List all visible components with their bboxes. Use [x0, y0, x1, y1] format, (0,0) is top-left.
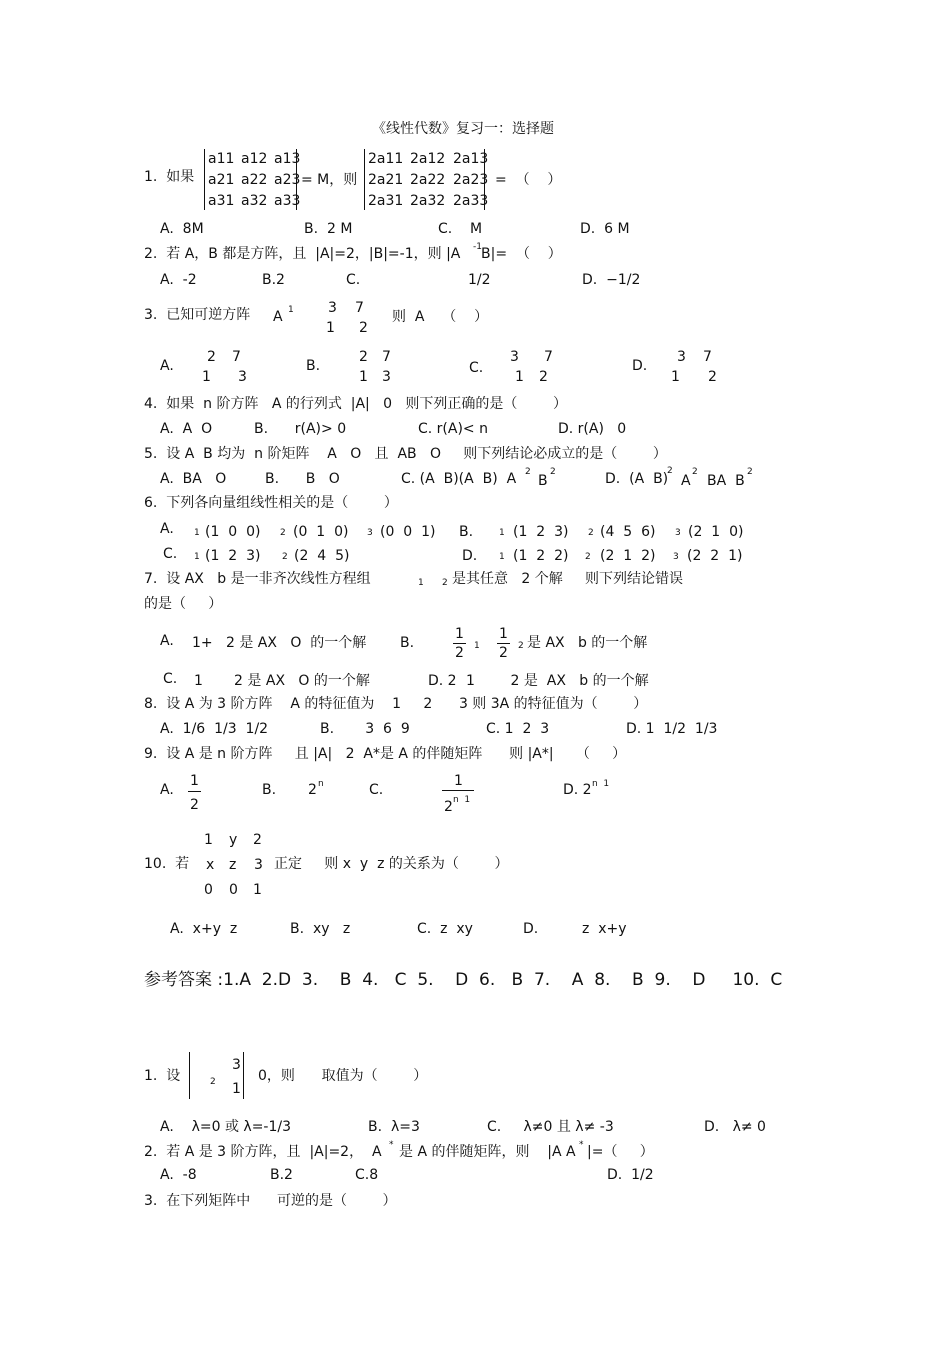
q9-a-frac-den: 2 — [190, 797, 199, 813]
q1-option-a: A. 8M — [160, 221, 204, 237]
q7-b-frac-den: 2 — [499, 645, 508, 661]
p2-q1-text: 0，则 取值为（ ） — [258, 1068, 428, 1084]
fraction-bar — [453, 643, 466, 644]
q3-matrix-entry: 7 — [355, 300, 364, 316]
q9-text: 9. 设 A 是 n 阶方阵 且 |A| 2 A*是 A 的伴随矩阵 则 |A*| （ ） — [144, 746, 627, 762]
q10-matrix-entry: 1 — [253, 882, 262, 898]
q6-c-sub: 1 — [194, 552, 200, 562]
q7-b-frac-num: 1 — [455, 626, 464, 642]
q2-option-b: B.2 — [262, 272, 285, 288]
det2-entry: 2a22 — [410, 172, 446, 188]
q10-prefix: 10. 若 — [144, 856, 190, 872]
q3-option-b: B. — [306, 358, 321, 374]
p2-q2-option-c: C.8 — [355, 1167, 379, 1183]
q3-option-d: D. — [632, 358, 648, 374]
q7-option-a: A. — [160, 633, 174, 649]
q7-b-sub: 2 — [518, 641, 524, 651]
fraction-bar — [442, 790, 474, 791]
det1-entry: a31 — [208, 193, 235, 209]
p2-q1-matrix-entry: 3 — [232, 1057, 241, 1073]
p2-q1-matrix-entry: 1 — [232, 1081, 241, 1097]
q1-option-b: B. 2 M — [304, 221, 353, 237]
q9-option-b-text: 2 — [308, 782, 317, 798]
q6-c-sub: 2 — [282, 552, 288, 562]
q6-c-vec: (1 2 3) — [205, 548, 261, 564]
q6-b-vec: (2 1 0) — [688, 524, 744, 540]
q7-option-d-text: 1 2 是 AX b 的一个解 — [466, 673, 649, 689]
q7-option-b-text: 是 AX b 的一个解 — [527, 635, 648, 651]
q8-option-d: D. 1 1/2 1/3 — [626, 721, 718, 737]
q6-option-a: A. — [160, 521, 174, 537]
q5-text: 5. 设 A B 均为 n 阶矩阵 A O 且 AB O 则下列结论必成立的是（ ） — [144, 446, 667, 462]
q9-c-sup: n 1 — [453, 795, 471, 805]
q1-suffix: = （ ） — [495, 172, 562, 188]
fraction-bar — [188, 791, 201, 792]
q1-option-d: D. 6 M — [580, 221, 630, 237]
q3-opt-d-entry: 1 — [671, 369, 680, 385]
q7-sub: 2 — [442, 578, 448, 588]
q5-sup: 2 — [550, 467, 556, 477]
q1-option-c: C. M — [438, 221, 483, 237]
q10-option-c: C. z xy — [417, 921, 473, 937]
q2-sup: -1 — [473, 242, 482, 252]
q1-mid: = M，则 — [301, 172, 358, 188]
q5-option-d: D. (A B) — [605, 471, 669, 487]
q9-c-frac-den: 2 — [444, 799, 453, 815]
q5-option-b: B. B O — [265, 471, 340, 487]
q10-option-a: A. x+y z — [170, 921, 238, 937]
q8-option-a: A. 1/6 1/3 1/2 — [160, 721, 269, 737]
q10-matrix-entry: z — [229, 857, 237, 873]
q7-option-c: C. — [163, 671, 178, 687]
q9-b-sup: n — [318, 779, 324, 789]
q6-d-vec: (2 1 2) — [600, 548, 656, 564]
q9-option-d: D. 2 — [563, 782, 592, 798]
p2-q2-option-d: D. 1/2 — [607, 1167, 654, 1183]
det2-left-bar — [364, 149, 365, 210]
q10-option-b: B. xy z — [290, 921, 351, 937]
q2-text: 2. 若 A，B 都是方阵，且 |A|=2，|B|=-1，则 |A — [144, 246, 461, 262]
p2-q1-option-a: A. λ=0 或 λ=-1/3 — [160, 1119, 292, 1135]
page-title: 《线性代数》复习一：选择题 — [372, 121, 554, 137]
q9-option-a: A. — [160, 782, 174, 798]
q3-opt-a-entry: 7 — [232, 349, 241, 365]
q3-opt-d-entry: 3 — [677, 349, 686, 365]
q4-option-b: B. r(A)> 0 — [254, 421, 347, 437]
q3-opt-b-entry: 1 — [359, 369, 368, 385]
q9-option-c: C. — [369, 782, 384, 798]
q2-option-c: C. — [346, 272, 361, 288]
p2-q2-option-a: A. -8 — [160, 1167, 197, 1183]
det1-entry: a23 — [274, 172, 301, 188]
q4-option-d: D. r(A) 0 — [558, 421, 627, 437]
q10-matrix-entry: x — [206, 857, 215, 873]
q6-a-sub: 2 — [280, 528, 286, 538]
q3-opt-c-entry: 7 — [544, 349, 553, 365]
p2-q1-option-c: C. λ≠0 且 λ≠ -3 — [487, 1119, 614, 1135]
q6-text: 6. 下列各向量组线性相关的是（ ） — [144, 495, 398, 511]
q5-option-d-a: A — [681, 473, 691, 489]
q10-option-d-value: z x+y — [582, 921, 627, 937]
det1-entry: a33 — [274, 193, 301, 209]
q5-sup: 2 — [667, 466, 673, 476]
q9-d-sup: n 1 — [592, 779, 610, 789]
p2-q2-text2: 是 A 的伴随矩阵，则 |A A — [399, 1144, 576, 1160]
q6-d-vec: (2 2 1) — [687, 548, 743, 564]
det1-entry: a21 — [208, 172, 235, 188]
q3-sup: 1 — [288, 305, 294, 315]
fraction-bar — [497, 643, 510, 644]
q8-option-c: C. 1 2 3 — [486, 721, 550, 737]
q6-a-vec: (1 0 0) — [205, 524, 261, 540]
p2-q2-sup: * — [579, 1140, 584, 1150]
q6-a-vec: (0 0 1) — [380, 524, 436, 540]
det1-entry: a11 — [208, 151, 235, 167]
q6-d-sub: 1 — [499, 552, 505, 562]
q7-option-d: D. 2 — [428, 673, 457, 689]
q6-a-sub: 3 — [367, 528, 373, 538]
q6-b-sub: 3 — [675, 528, 681, 538]
det2-entry: 2a23 — [453, 172, 489, 188]
q7-text: 7. 设 AX b 是一非齐次线性方程组 — [144, 571, 371, 587]
p2-q2-sup: * — [389, 1140, 394, 1150]
q1-prefix: 1. 如果 — [144, 169, 195, 185]
q6-d-vec: (1 2 2) — [513, 548, 569, 564]
q7-b-frac-num: 1 — [499, 626, 508, 642]
det1-entry: a13 — [274, 151, 301, 167]
q3-opt-a-entry: 2 — [207, 349, 216, 365]
q2-option-c-value: 1/2 — [468, 272, 491, 288]
q3-opt-b-entry: 7 — [382, 349, 391, 365]
q3-text: 3. 已知可逆方阵 — [144, 307, 251, 323]
q7-b-sub: 1 — [474, 641, 480, 651]
q6-b-sub: 2 — [588, 528, 594, 538]
q2-text2: B|= （ ） — [481, 246, 562, 262]
q7-option-b: B. — [400, 635, 415, 651]
q4-option-c: C. r(A)< n — [418, 421, 488, 437]
q6-d-sub: 3 — [673, 552, 679, 562]
q3-opt-c-entry: 2 — [539, 369, 548, 385]
det1-left-bar — [204, 149, 205, 210]
q9-option-b: B. — [262, 782, 277, 798]
det1-entry: a32 — [241, 193, 268, 209]
q10-matrix-entry: y — [229, 832, 238, 848]
q3-opt-c-entry: 1 — [515, 369, 524, 385]
q3-opt-a-entry: 1 — [202, 369, 211, 385]
q10-text: 正定 则 x y z 的关系为（ ） — [274, 856, 509, 872]
q5-option-c-b: B — [538, 473, 548, 489]
q3-opt-b-entry: 3 — [382, 369, 391, 385]
q3-matrix-a: A — [273, 309, 283, 325]
q3-option-a: A. — [160, 358, 174, 374]
q10-matrix-entry: 2 — [253, 832, 262, 848]
q3-opt-d-entry: 2 — [708, 369, 717, 385]
q7-sub: 1 — [418, 578, 424, 588]
q3-opt-d-entry: 7 — [703, 349, 712, 365]
q5-sup: 2 — [747, 467, 753, 477]
q8-text: 8. 设 A 为 3 阶方阵 A 的特征值为 1 2 3 则 3A 的特征值为（ ） — [144, 696, 648, 712]
q7-b-frac-den: 2 — [455, 645, 464, 661]
q10-matrix-entry: 1 — [204, 832, 213, 848]
q6-b-vec: (4 5 6) — [600, 524, 656, 540]
q3-opt-c-entry: 3 — [510, 349, 519, 365]
q8-option-b: B. 3 6 9 — [320, 721, 410, 737]
q7-text3: 的是（ ） — [144, 596, 223, 612]
det2-entry: 2a12 — [410, 151, 446, 167]
q6-b-sub: 1 — [499, 528, 505, 538]
q5-sup: 2 — [692, 467, 698, 477]
p2-q1-sub: 2 — [210, 1077, 216, 1087]
q6-option-c: C. — [163, 546, 178, 562]
q7-option-c-text: 1 2 是 AX O 的一个解 — [194, 673, 370, 689]
q10-matrix-entry: 3 — [254, 857, 263, 873]
det2-entry: 2a21 — [368, 172, 404, 188]
q4-option-a: A. A O — [160, 421, 213, 437]
det2-entry: 2a33 — [453, 193, 489, 209]
det2-entry: 2a11 — [368, 151, 404, 167]
q9-c-frac-num: 1 — [454, 773, 463, 789]
p2-q1-prefix: 1. 设 — [144, 1068, 181, 1084]
q6-option-b: B. — [459, 524, 474, 540]
det1-entry: a12 — [241, 151, 268, 167]
q5-sup: 2 — [525, 467, 531, 477]
q7-text2: 是其任意 2 个解 则下列结论错误 — [452, 571, 683, 587]
q10-matrix-entry: 0 — [229, 882, 238, 898]
q10-matrix-entry: 0 — [204, 882, 213, 898]
q6-option-d: D. — [462, 548, 478, 564]
det2-entry: 2a31 — [368, 193, 404, 209]
p2-q1-option-d: D. λ≠ 0 — [704, 1119, 766, 1135]
q6-b-vec: (1 2 3) — [513, 524, 569, 540]
p2-q2-option-b: B.2 — [270, 1167, 293, 1183]
q3-opt-a-entry: 3 — [238, 369, 247, 385]
q5-option-c: C. (A B)(A B) A — [401, 471, 517, 487]
q5-option-d-rest: BA B — [707, 473, 745, 489]
q10-option-d: D. — [523, 921, 539, 937]
p2-q3-text: 3. 在下列矩阵中 可逆的是（ ） — [144, 1193, 397, 1209]
q6-a-vec: (0 1 0) — [293, 524, 349, 540]
q3-matrix-entry: 1 — [326, 320, 335, 336]
q3-suffix: 则 A （ ） — [392, 309, 489, 325]
q9-a-frac-num: 1 — [190, 773, 199, 789]
det2-entry: 2a32 — [410, 193, 446, 209]
p2-q2-text: 2. 若 A 是 3 阶方阵，且 |A|=2， A — [144, 1144, 382, 1160]
answer-key: 参考答案 :1.A 2.D 3. B 4. C 5. D 6. B 7. A 8. B 9. D 10. C — [144, 970, 783, 990]
q5-option-a: A. BA O — [160, 471, 227, 487]
q3-option-c: C. — [469, 360, 484, 376]
q7-option-a-text: 1+ 2 是 AX O 的一个解 — [192, 635, 367, 651]
p2-det-left-bar — [189, 1052, 190, 1099]
p2-q1-option-b: B. λ=3 — [368, 1119, 420, 1135]
q6-c-vec: (2 4 5) — [294, 548, 350, 564]
q2-option-d: D. −1/2 — [582, 272, 641, 288]
q2-option-a: A. -2 — [160, 272, 197, 288]
p2-det-right-bar — [243, 1052, 244, 1099]
q6-a-sub: 1 — [194, 528, 200, 538]
q3-matrix-entry: 2 — [359, 320, 368, 336]
p2-q2-text3: |=（ ） — [587, 1144, 654, 1160]
det2-entry: 2a13 — [453, 151, 489, 167]
q3-matrix-entry: 3 — [328, 300, 337, 316]
q6-d-sub: 2 — [585, 552, 591, 562]
q4-text: 4. 如果 n 阶方阵 A 的行列式 |A| 0 则下列正确的是（ ） — [144, 396, 567, 412]
q3-opt-b-entry: 2 — [359, 349, 368, 365]
det1-entry: a22 — [241, 172, 268, 188]
